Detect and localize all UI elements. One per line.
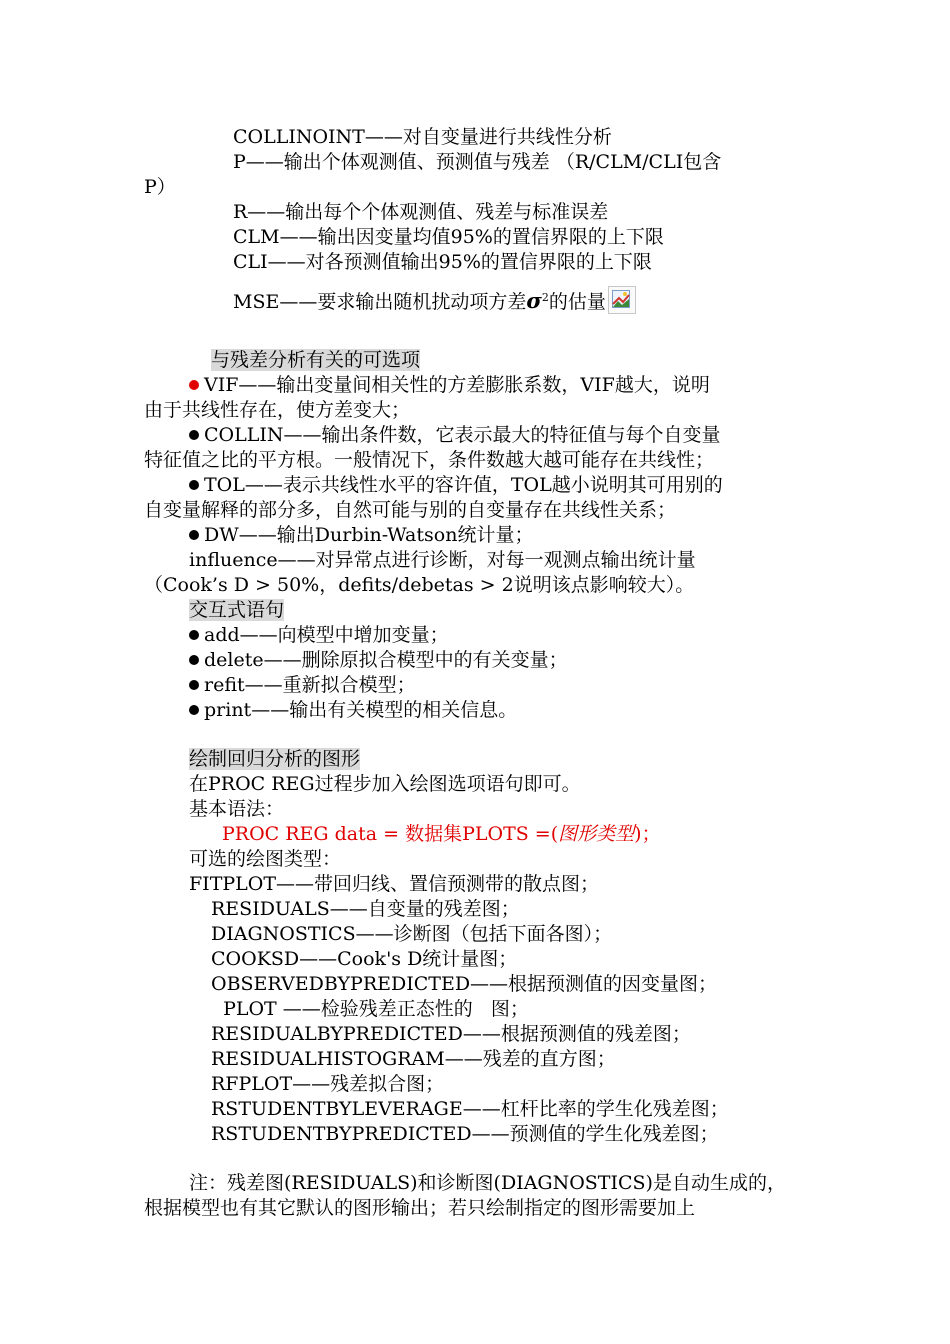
option-influence-line1: influence——对异常点进行诊断，对每一观测点输出统计量	[189, 549, 696, 571]
mse-suffix: 的估量	[548, 291, 606, 313]
interactive-item-add: add——向模型中增加变量；	[189, 623, 449, 647]
plot-type-residualbypredicted: RESIDUALBYPREDICTED——根据预测值的残差图；	[211, 1023, 691, 1045]
option-p-line1: P——输出个体观测值、预测值与残差 （R/CLM/CLI包含	[233, 151, 722, 173]
bullet-icon	[189, 530, 199, 540]
bullet-icon	[189, 680, 199, 690]
plot-type-cooksd: COOKSD——Cook's D统计量图；	[211, 948, 518, 970]
bullet-icon	[189, 630, 199, 640]
bullet-icon	[189, 430, 199, 440]
interactive-item-refit: refit——重新拟合模型；	[189, 673, 416, 697]
plot-type-rstudentbyleverage: RSTUDENTBYLEVERAGE——杠杆比率的学生化残差图；	[211, 1098, 729, 1120]
plot-syntax-label: 基本语法：	[189, 798, 285, 820]
option-mse	[233, 286, 636, 313]
bullet-icon	[189, 480, 199, 490]
option-collin-line2: 特征值之比的平方根。一般情况下，条件数越大越可能存在共线性；	[144, 449, 715, 471]
option-collin-line1: COLLIN——输出条件数，它表示最大的特征值与每个自变量	[189, 423, 720, 447]
plot-type-rfplot: RFPLOT——残差拟合图；	[211, 1073, 445, 1095]
option-tol-line2: 自变量解释的部分多，自然可能与别的自变量存在共线性关系；	[144, 499, 677, 521]
plot-note-line1: 注：残差图(RESIDUALS)和诊断图(DIAGNOSTICS)是自动生成的，	[189, 1172, 786, 1194]
sigma-superscript: 2	[541, 291, 549, 304]
plot-type-rstudentbypredicted: RSTUDENTBYPREDICTED——预测值的学生化残差图；	[211, 1123, 719, 1145]
plot-type-qqplot: PLOT ——检验残差正态性的 图；	[211, 998, 529, 1020]
interactive-item-print: print——输出有关模型的相关信息。	[189, 698, 517, 722]
plot-type-observedbypredicted: OBSERVEDBYPREDICTED——根据预测值的因变量图；	[211, 973, 718, 995]
plot-types-label: 可选的绘图类型：	[189, 848, 342, 870]
option-p-line2: P）	[144, 176, 176, 198]
interactive-heading: 交互式语句	[189, 599, 285, 621]
interactive-item-delete: delete——删除原拟合模型中的有关变量；	[189, 648, 568, 672]
option-dw: DW——输出Durbin-Watson统计量；	[189, 523, 533, 547]
bullet-icon	[189, 705, 199, 715]
option-r: R——输出每个个体观测值、残差与标准误差	[233, 201, 609, 223]
option-cli: CLI——对各预测值输出95%的置信界限的上下限	[233, 251, 652, 273]
plot-type-fitplot: FITPLOT——带回归线、置信预测带的散点图；	[189, 873, 600, 895]
plot-type-diagnostics: DIAGNOSTICS——诊断图（包括下面各图）；	[211, 923, 613, 945]
plot-type-residuals: RESIDUALS——自变量的残差图；	[211, 898, 520, 920]
plot-note-line2: 根据模型也有其它默认的图形输出；若只绘制指定的图形需要加上	[144, 1197, 696, 1219]
option-clm: CLM——输出因变量均值95%的置信界限的上下限	[233, 226, 664, 248]
plot-intro: 在PROC REG过程步加入绘图选项语句即可。	[189, 773, 581, 795]
residual-heading: 与残差分析有关的可选项	[211, 349, 421, 371]
option-vif-line2: 由于共线性存在，使方差变大；	[144, 399, 411, 421]
mse-prefix: MSE——要求输出随机扰动项方差	[233, 291, 527, 313]
plot-heading: 绘制回归分析的图形	[189, 748, 361, 770]
plot-type-residualhistogram: RESIDUALHISTOGRAM——残差的直方图；	[211, 1048, 616, 1070]
broken-image-icon	[608, 286, 636, 314]
option-vif-line1: VIF——输出变量间相关性的方差膨胀系数，VIF越大，说明	[189, 373, 710, 397]
plot-syntax-code: PROC REG data = 数据集PLOTS =(图形类型)；	[222, 823, 661, 845]
bullet-icon	[189, 655, 199, 665]
option-collinoint: COLLINOINT——对自变量进行共线性分析	[233, 126, 612, 148]
sigma-symbol: σ	[526, 288, 542, 313]
option-influence-line2: （Cook’s D > 50%，defits/debetas > 2说明该点影响较大）。	[144, 574, 695, 596]
red-bullet-icon	[189, 380, 199, 390]
option-tol-line1: TOL——表示共线性水平的容许值，TOL越小说明其可用别的	[189, 473, 723, 497]
